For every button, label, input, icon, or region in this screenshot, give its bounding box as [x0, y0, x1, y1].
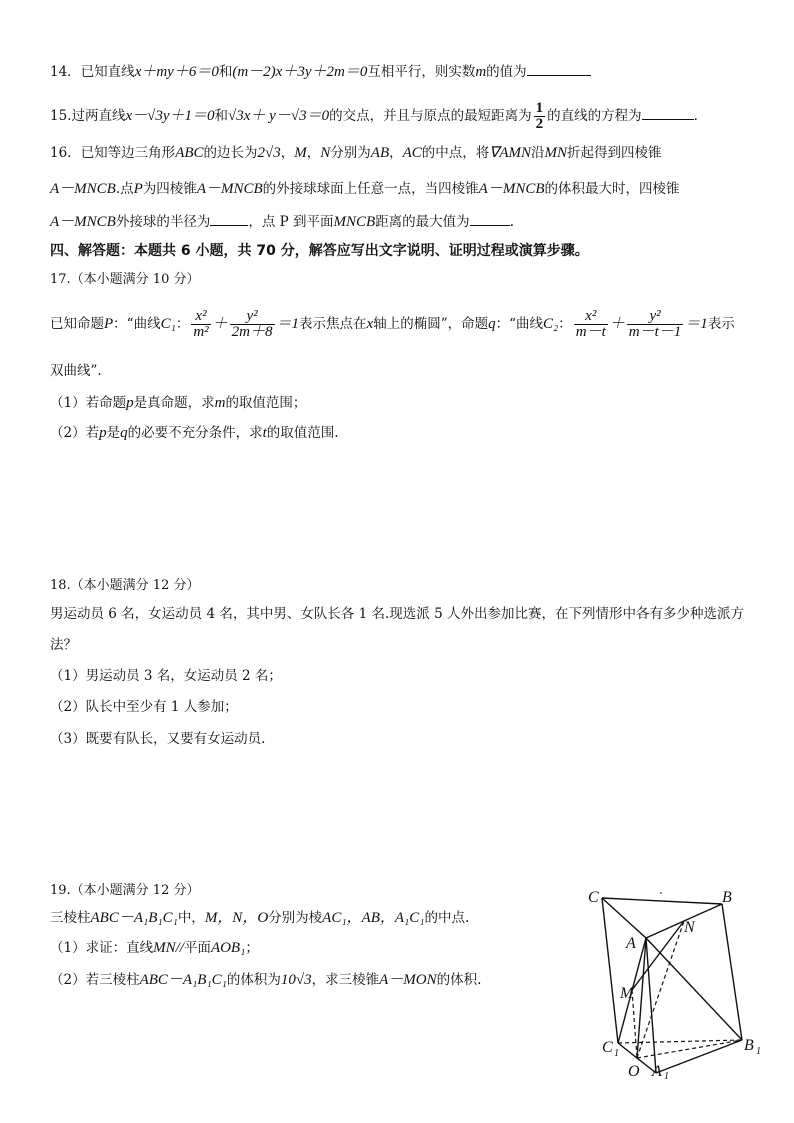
q19-text: 三棱柱	[50, 910, 91, 926]
edge-CA	[602, 898, 646, 938]
q17-math: ＋	[212, 316, 228, 332]
q19-text: ，求三棱锥	[311, 972, 380, 988]
q16-math: MN	[544, 145, 567, 161]
q15-text: 的直线的方程为	[547, 108, 642, 124]
q19-sub-2	[50, 971, 481, 989]
label-A: A	[626, 935, 636, 952]
q19-text: （2）若三棱柱	[50, 972, 140, 988]
q17-fraction-3	[574, 309, 608, 340]
q15-frac-den: 2	[535, 116, 544, 132]
q16-text: 沿	[530, 145, 545, 161]
q16-math: A－MNCB	[50, 181, 116, 197]
label-A1-sub: 1	[664, 1071, 669, 1080]
question-16-line-2	[50, 180, 680, 198]
q16-math: ∇AMN	[489, 145, 531, 161]
q16-math: A－MNCB	[196, 181, 263, 197]
q17-text: 表示	[707, 316, 735, 332]
q15-equation-1: x－√3y＋1＝0	[125, 108, 215, 124]
label-B: B	[722, 889, 732, 906]
q17-frac-num: y²	[627, 309, 684, 325]
q19-text: 中，	[177, 910, 205, 926]
q16-math: ABC	[175, 145, 204, 161]
q19-math: AOB₁	[210, 940, 246, 956]
q14-equation-1: x＋my＋6＝0	[134, 64, 219, 80]
q19-text: ；	[245, 940, 259, 956]
q16-math: 2√3	[257, 145, 281, 161]
q17-sub-2	[50, 424, 339, 442]
edge-MN	[632, 921, 684, 990]
q17-fraction-4	[627, 309, 684, 340]
q18-header: 18.（本小题满分 12 分）	[50, 578, 200, 593]
label-B1: B	[744, 1037, 754, 1054]
q17-frac-num: x²	[191, 309, 210, 325]
q19-text: 平面	[183, 940, 211, 956]
q16-math: M	[294, 145, 307, 161]
q17-math: C₁	[160, 316, 176, 332]
q17-frac-num: x²	[574, 309, 608, 325]
q17-text: 表示焦点在	[299, 316, 367, 332]
q17-line-2: 双曲线”.	[50, 363, 102, 379]
q19-math: ABC－A₁B₁C₁	[139, 972, 227, 988]
question-14	[50, 61, 591, 81]
q19-math: MN//	[153, 940, 184, 956]
q16-math: A－MNCB	[50, 214, 116, 230]
q17-text: ：“曲线	[495, 316, 544, 332]
q17-text: ：	[175, 316, 190, 332]
q16-text: 的外接球球面上任意一点，当四棱锥	[262, 181, 479, 197]
q14-answer-blank[interactable]	[527, 61, 591, 76]
q17-frac-den: m－t－1	[628, 324, 682, 340]
q16-text: 距离的最大值为	[375, 214, 470, 230]
q17-frac-num: y²	[230, 309, 275, 325]
q16-text: ，	[306, 145, 321, 161]
q17-math: q	[120, 425, 128, 441]
q15-end: .	[693, 108, 698, 124]
q17-math: ＝1	[685, 316, 708, 332]
q18-sub-3: （3）既要有队长，又要有女运动员.	[50, 731, 266, 747]
edge-A1B1	[656, 1040, 742, 1073]
dot	[660, 892, 662, 894]
edge-C1B1-hidden	[618, 1040, 742, 1043]
q14-text: 互相平行，则实数	[367, 64, 476, 80]
q19-math: AC₁，AB，A₁C₁	[322, 910, 425, 926]
q15-answer-blank[interactable]	[642, 105, 694, 120]
q16-math: A－MNCB	[478, 181, 545, 197]
q17-math: q	[488, 316, 496, 332]
label-C1-sub: 1	[614, 1048, 619, 1059]
q16-text: ，点 P 到平面	[248, 214, 334, 230]
q18-line-1: 男运动员 6 名，女运动员 4 名，其中男、女队长各 1 名.现选派 5 人外出参加比赛，在下列情形中各有多少种选派方	[50, 606, 744, 622]
q19-math: A－MON	[379, 972, 437, 988]
q16-text: 已知等边三角形	[80, 145, 176, 161]
q17-text: 轴上的椭圆”，命题	[373, 316, 489, 332]
q17-math: x	[366, 316, 374, 332]
q14-text: 的值为	[486, 64, 527, 80]
q17-math: P	[104, 316, 114, 332]
prism-figure	[580, 880, 780, 1080]
q17-math: p	[126, 395, 134, 411]
q15-frac-num: 1	[535, 100, 544, 116]
q15-text: 过两直线	[71, 108, 126, 124]
label-B1-sub: 1	[756, 1046, 761, 1057]
q16-text: 的边长为	[203, 145, 258, 161]
q17-math: ＝1	[276, 316, 300, 332]
edge-ON-hidden	[637, 921, 684, 1058]
q16-math: AB	[370, 145, 390, 161]
q19-text: 的中点.	[424, 910, 470, 926]
edge-CB	[602, 898, 722, 904]
q16-end: .	[509, 214, 514, 230]
q17-fraction-1	[191, 309, 210, 340]
q15-number: 15.	[50, 108, 72, 124]
q16-answer-blank-2[interactable]	[470, 211, 510, 226]
label-N: N	[684, 919, 695, 936]
q19-text: 的体积为	[226, 972, 281, 988]
q19-math: ABC－A₁B₁C₁	[90, 910, 178, 926]
question-16-line-1	[50, 144, 661, 162]
q16-text: ，	[389, 145, 403, 161]
q16-text: .点	[115, 181, 134, 197]
q17-text: 已知命题	[50, 316, 104, 332]
q17-math: ＋	[609, 316, 625, 332]
q17-text: 是真命题，求	[133, 395, 215, 411]
q19-header: 19.（本小题满分 12 分）	[50, 883, 200, 898]
q17-frac-den: m－t	[575, 324, 606, 340]
q17-text: （1）若命题	[50, 395, 127, 411]
q16-math: AC	[402, 145, 422, 161]
q15-equation-2: √3x＋ y－√3＝0	[228, 108, 330, 124]
q16-math: P	[133, 181, 143, 197]
q16-text: 的体积最大时，四棱锥	[544, 181, 680, 197]
q17-fraction-2	[230, 309, 275, 340]
question-16-line-3	[50, 211, 514, 231]
q17-header: 17.（本小题满分 10 分）	[50, 272, 200, 287]
q16-math: MNCB	[333, 214, 376, 230]
q15-text: 的交点，并且与原点的最短距离为	[329, 108, 532, 124]
q18-sub-2: （2）队长中至少有 1 人参加；	[50, 699, 238, 715]
q19-text: 分别为棱	[268, 910, 323, 926]
q18-line-2: 法？	[50, 637, 77, 653]
q19-math: M，N，O	[204, 910, 269, 926]
q16-text: 折起得到四棱锥	[566, 145, 662, 161]
q16-math: N	[320, 145, 331, 161]
q17-math: t	[262, 425, 267, 441]
q16-answer-blank-1[interactable]	[210, 211, 248, 226]
q17-text: 是	[106, 425, 121, 441]
q17-text: 的必要不充分条件，求	[127, 425, 263, 441]
q17-math: m	[214, 395, 226, 411]
q17-math: C₂	[543, 316, 559, 332]
q17-text: 的取值范围；	[225, 395, 307, 411]
q19-line-1	[50, 909, 469, 927]
label-C: C	[588, 889, 599, 906]
edge-AA1	[646, 938, 656, 1073]
edge-BB1	[722, 904, 742, 1040]
q14-equation-2: (m－2)x＋3y＋2m＝0	[232, 64, 368, 80]
label-A1: A	[652, 1063, 662, 1080]
q15-text: 和	[214, 108, 229, 124]
q14-text: 和	[218, 64, 233, 80]
q19-math: 10√3	[280, 972, 312, 988]
q16-text: ，	[280, 145, 295, 161]
q16-text: 分别为	[330, 145, 371, 161]
q17-text: ：“曲线	[113, 316, 161, 332]
q17-text: （2）若	[50, 425, 100, 441]
q14-variable: m	[475, 64, 487, 80]
q16-text: 外接球的半径为	[115, 214, 211, 230]
label-O: O	[628, 1063, 640, 1080]
label-M: M	[620, 985, 634, 1002]
q19-text: 的体积.	[436, 972, 482, 988]
edge-CC1	[602, 898, 618, 1043]
section-4-heading: 四、解答题：本题共 6 小题，共 70 分，解答应写出文字说明、证明过程或演算步骤。	[50, 243, 589, 259]
label-C1: C	[602, 1039, 613, 1056]
q16-number: 16．	[50, 145, 81, 161]
q19-text: （1）求证：直线	[50, 940, 154, 956]
q14-number: 14．	[50, 64, 81, 80]
q16-text: 为四棱锥	[142, 181, 197, 197]
q17-text: ：	[558, 316, 572, 332]
q17-frac-den: 2m＋8	[231, 324, 273, 340]
q17-text: 的取值范围.	[266, 425, 339, 441]
q18-sub-1: （1）男运动员 3 名，女运动员 2 名；	[50, 668, 282, 684]
q17-sub-1	[50, 394, 306, 412]
q16-text: 的中点，将	[421, 145, 490, 161]
q17-math: p	[99, 425, 107, 441]
q15-fraction	[534, 101, 546, 132]
q19-sub-1	[50, 939, 259, 957]
q14-text: 已知直线	[80, 64, 135, 80]
q17-frac-den: m²	[193, 324, 209, 340]
q17-line-1	[50, 304, 735, 344]
question-15	[50, 101, 698, 132]
edge-OB1-hidden	[637, 1040, 742, 1058]
